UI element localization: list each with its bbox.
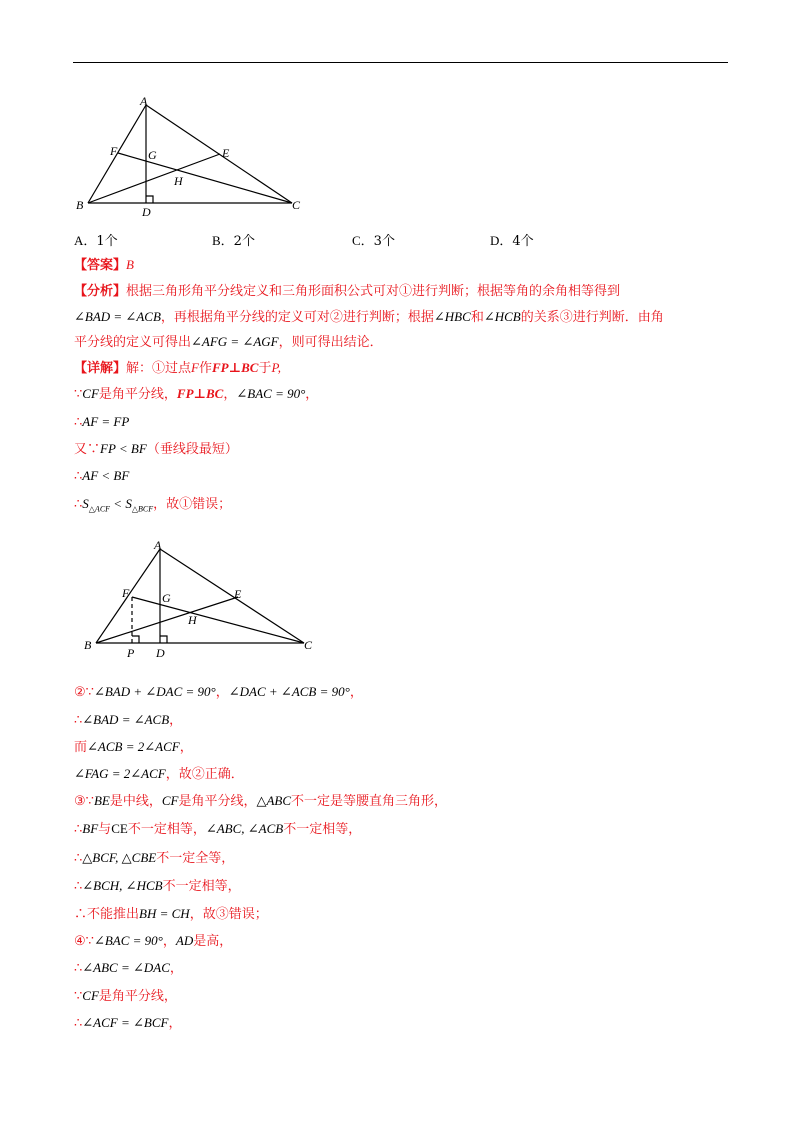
- label-c: C: [304, 638, 313, 652]
- label-b: B: [84, 638, 92, 652]
- detail-line-2: ∵CF是角平分线，FP⊥BC，∠BAC = 90°，: [74, 386, 319, 402]
- segment-ac: [160, 549, 304, 643]
- part3-line-1: ③∵BE是中线，CF是角平分线，△ABC不一定是等腰直角三角形，: [74, 793, 448, 809]
- part3-line-3: ∴△BCF, △CBE不一定全等，: [74, 850, 235, 866]
- label-d: D: [142, 205, 151, 219]
- detail-line-5: ∴AF < BF: [74, 468, 130, 484]
- label-a: A: [154, 538, 162, 552]
- right-angle-d: [146, 196, 153, 203]
- triangle-figure-2: [82, 535, 322, 665]
- label-f: F: [122, 586, 130, 600]
- part4-line-2: ∴∠ABC = ∠DAC，: [74, 960, 183, 976]
- part4-line-3: ∵CF是角平分线，: [74, 988, 177, 1004]
- right-angle-d: [160, 636, 167, 643]
- label-p: P: [127, 646, 135, 660]
- label-g: G: [148, 148, 157, 162]
- label-b: B: [76, 198, 84, 212]
- label-e: E: [234, 587, 242, 601]
- label-f: F: [110, 144, 118, 158]
- option-c[interactable]: C．3个: [352, 233, 395, 249]
- option-d[interactable]: D．4个: [490, 233, 534, 249]
- part3-line-2: ∴BF与CE不一定相等，∠ABC, ∠ACB不一定相等，: [74, 821, 362, 837]
- analysis-line-2: ∠BAD = ∠ACB，再根据角平分线的定义可对②进行判断；根据∠HBC和∠HCB的关系③进行判断．由角: [74, 309, 664, 325]
- right-angle-p: [132, 636, 139, 643]
- part2-line-2: ∴∠BAD = ∠ACB，: [74, 712, 183, 728]
- label-h: H: [188, 613, 197, 627]
- label-e: E: [222, 146, 230, 160]
- detail-line-6: $\therefore S_{\triangle ACF} < S_{\triangle BCF}$，故①错误；: [74, 496, 232, 514]
- part4-line-1: ④∵∠BAC = 90°，AD是高，: [74, 933, 233, 949]
- option-b[interactable]: B．2个: [212, 233, 255, 249]
- segment-cf: [118, 153, 292, 203]
- label-c: C: [292, 198, 301, 212]
- part4-line-4: ∴∠ACF = ∠BCF，: [74, 1015, 182, 1031]
- analysis-line-1: 【分析】根据三角形角平分线定义和三角形面积公式可对①进行判断；根据等角的余角相等得到: [74, 284, 621, 299]
- part2-line-4: ∠FAG = 2∠ACF，故②正确．: [74, 766, 244, 782]
- label-a: A: [140, 95, 148, 108]
- header-rule: [73, 62, 728, 63]
- part2-line-1: ②∵∠BAD + ∠DAC = 90°，∠DAC + ∠ACB = 90°，: [74, 684, 363, 700]
- option-a[interactable]: A．1个: [74, 233, 118, 249]
- detail-line-1: 【详解】解：①过点F作FP⊥BC于P,: [74, 360, 281, 376]
- label-g: G: [162, 591, 171, 605]
- part3-line-4: ∴∠BCH, ∠HCB不一定相等，: [74, 878, 241, 894]
- triangle-figure-1: [70, 95, 310, 220]
- answer-line: 【答案】B: [74, 257, 134, 273]
- label-h: H: [174, 174, 183, 188]
- part2-line-3: 而∠ACB = 2∠ACF，: [74, 739, 193, 755]
- analysis-line-3: 平分线的定义可得出∠AFG = ∠AGF，则可得出结论．: [74, 334, 383, 350]
- detail-line-4: 又∵FP < BF（垂线段最短）: [74, 441, 238, 457]
- detail-line-3: ∴AF = FP: [74, 414, 130, 430]
- part3-line-5: ∴不能推出BH = CH，故③错误；: [74, 906, 268, 922]
- label-d: D: [156, 646, 165, 660]
